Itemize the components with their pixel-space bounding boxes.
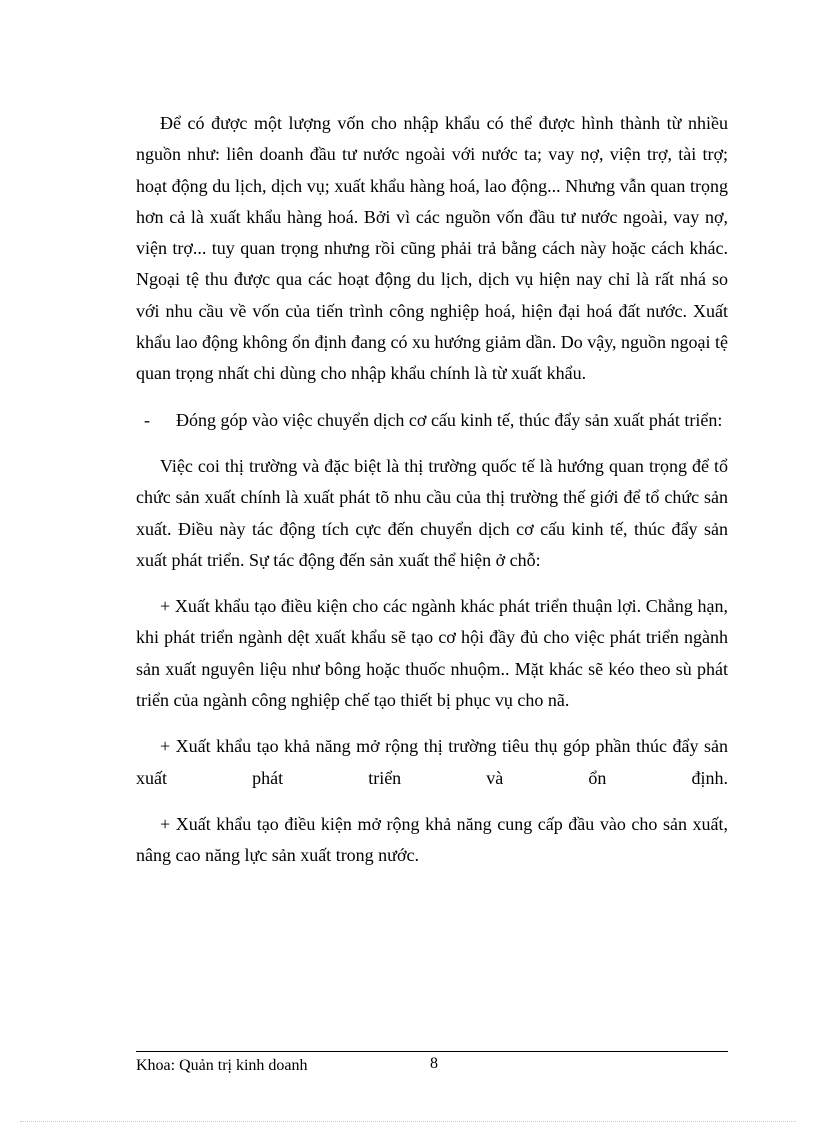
bullet-structural-change	[136, 405, 728, 436]
page-edge-divider	[20, 1121, 796, 1122]
page-number: 8	[430, 1055, 438, 1072]
document-body	[136, 108, 728, 872]
footer-department: Khoa: Quản trị kinh doanh	[136, 1057, 308, 1074]
paragraph-other-industries: + Xuất khẩu tạo điều kiện cho các ngành khác phát triển thuận lợi. Chẳng hạn, khi phát triển ngành dệt xuất khẩu sẽ tạo cơ hội đầy đủ cho việc phát triển ngành sản xuất nguyên liệu như bông hoặc thuốc nhuộm.. Mặt khác sẽ kéo theo sù phát triển của ngành công nghiệp chế tạo thiết bị phục vụ cho nã.	[136, 596, 728, 711]
paragraph-input-supply: + Xuất khẩu tạo điều kiện mở rộng khả năng cung cấp đầu vào cho sản xuất, nâng cao năng lực sản xuất trong nước.	[136, 813, 728, 866]
footer-divider	[136, 1051, 728, 1052]
paragraph-import-capital: Để có được một lượng vốn cho nhập khẩu có thể được hình thành từ nhiều nguồn như: liên doanh đầu tư nước ngoài với nước ta; vay nợ, viện trợ, tài trợ; hoạt động du lịch, dịch vụ; xuất khẩu hàng hoá, lao động... Nhưng vẫn quan trọng hơn cả là xuất khẩu hàng hoá. Bởi vì các nguồn vốn đầu tư nước ngoài, vay nợ, viện trợ... tuy quan trọng nhưng rồi cũng phải trả bằng cách này hoặc cách khác. Ngoại tệ thu được qua các hoạt động du lịch, dịch vụ hiện nay chỉ là rất nhá so với nhu cầu về vốn của tiến trình công nghiệp hoá, hiện đại hoá đất nước. Xuất khẩu lao động không ổn định đang có xu hướng giảm dần. Do vậy, nguồn ngoại tệ quan trọng nhất chi dùng cho nhập khẩu chính là từ xuất khẩu.	[136, 113, 729, 384]
bullet-text: Đóng góp vào việc chuyển dịch cơ cấu kinh tế, thúc đẩy sản xuất phát triển:	[176, 409, 723, 430]
paragraph-market-expansion: + Xuất khẩu tạo khả năng mở rộng thị trường tiêu thụ góp phần thúc đẩy sản xuất phát triển và ổn định.	[136, 736, 728, 788]
paragraph-world-market: Việc coi thị trường và đặc biệt là thị trường quốc tế là hướng quan trọng để tổ chức sản xuất chính là xuất phát tõ nhu cầu của thị trường thế giới để tổ chức sản xuất. Điều này tác động tích cực đến chuyển dịch cơ cấu kinh tế, thúc đẩy sản xuất phát triển. Sự tác động đến sản xuất thể hiện ở chỗ:	[136, 455, 728, 570]
bullet-marker: -	[144, 409, 150, 430]
